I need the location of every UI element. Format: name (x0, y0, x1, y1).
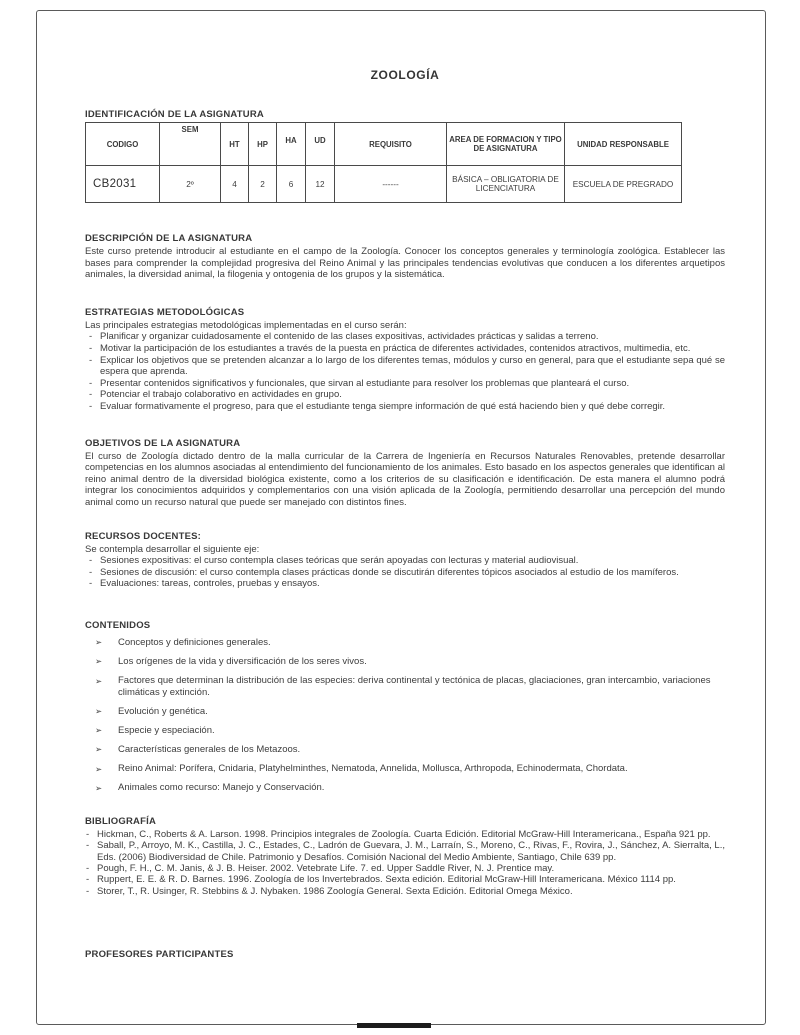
estrategias-list (85, 331, 725, 412)
bibliografia-list (85, 829, 725, 897)
list-item: - Saball, P., Arroyo, M. K., Castilla, J. C., Estades, C., Ladrón de Guevara, J. M., Larraín, S., Moreno, C., Rivas, F., Rovira, J., Sánchez, A. Sierralta, L., Eds. (2006) Biodiversidad de Chile. Patrimonio y Desafíos. Comisión Nacional del Medio Ambiente, Santiago, Chile 639 pp. (85, 840, 725, 863)
document-content (85, 0, 725, 962)
section-identificacion (85, 109, 725, 203)
cell-codigo: CB2031 (86, 166, 160, 203)
cell-sem: 2º (160, 166, 221, 203)
header-cell-hp: HP (249, 123, 277, 166)
list-item: - Evaluaciones: tareas, controles, pruebas y ensayos. (85, 578, 725, 590)
header-cell-requisito: REQUISITO (335, 123, 447, 166)
bibliografia-heading: BIBLIOGRAFÍA (85, 815, 157, 827)
list-item: - Motivar la participación de los estudiantes a través de la puesta en práctica de diferentes actividades, contenidos atractivos, multimedia, etc. (85, 343, 725, 355)
descripcion-body: Este curso pretende introducir al estudiante en el campo de la Zoología. Conocer los conceptos generales y terminología zoológica. Establecer las bases para comprender la complejidad progresiva del Reino Animal y las principales tendencias evolutivas que conducen a los diferentes arquetipos animales, la diversidad animal, la filogenia y ontogenia de los grupos y la sistemática. (85, 246, 725, 281)
header-cell-unidad-responsable: UNIDAD RESPONSABLE (565, 123, 682, 166)
list-item: - Evaluar formativamente el progreso, para que el estudiante tenga siempre información de qué está haciendo bien y qué debe corregir. (85, 401, 725, 413)
objetivos-body: El curso de Zoología dictado dentro de la malla curricular de la Carrera de Ingeniería en Recursos Naturales Renovables, pretende desarrollar competencias en los alumnos asociadas al entendimiento del funcionamiento de los animales. Esto basado en los aspectos generales que identifican al reino animal dentro de la diversidad biológica existente, como a los criterios de su clasificación e identificación. De esta manera el alumno podrá integrar los conocimientos adquiridos y complementarios con una visión aplicada de la Zoología, permitiendo desarrollar una percepción del mundo animal como un recurso natural que puede ser manejado con distintos fines. (85, 450, 725, 508)
objetivos-heading: OBJETIVOS DE LA ASIGNATURA (85, 437, 241, 449)
recursos-heading: RECURSOS DOCENTES: (85, 530, 202, 542)
cell-ht: 4 (221, 166, 249, 203)
list-item: - Potenciar el trabajo colaborativo en actividades en grupo. (85, 389, 725, 401)
recursos-intro: Se contempla desarrollar el siguiente eje: (85, 543, 260, 555)
cell-ud: 12 (306, 166, 335, 203)
section-recursos (85, 531, 725, 590)
header-cell-sem: SEM (160, 123, 221, 166)
list-item: - Sesiones de discusión: el curso contempla clases prácticas donde se discutirán diferentes tópicos asociados al estudio de los mamíferos. (85, 567, 725, 579)
contenidos-list (85, 637, 725, 794)
section-bibliografia (85, 816, 725, 897)
header-cell-ud: UD (306, 123, 335, 166)
section-objetivos (85, 438, 725, 509)
list-item: - Explicar los objetivos que se pretenden alcanzar a lo largo de los diferentes temas, módulos y curso en general, para que el estudiante sepa qué se espera que aprenda. (85, 355, 725, 378)
descripcion-heading: DESCRIPCIÓN DE LA ASIGNATURA (85, 233, 253, 244)
cell-area-formacion: BÁSICA – OBLIGATORIA DE LICENCIATURA (447, 166, 565, 203)
cell-unidad-responsable: ESCUELA DE PREGRADO (565, 166, 682, 203)
list-item: ➢ Factores que determinan la distribución de las especies: deriva continental y tectónica de placas, glaciaciones, gran intercambio, variaciones climáticas y extinción. (85, 675, 725, 698)
page-title: ZOOLOGÍA (370, 68, 440, 82)
list-item: ➢ Animales como recurso: Manejo y Conservación. (85, 782, 725, 794)
table-row (86, 166, 682, 203)
list-item: ➢ Los orígenes de la vida y diversificación de los seres vivos. (85, 656, 725, 668)
cell-hp: 2 (249, 166, 277, 203)
bottom-bar-decoration (357, 1023, 431, 1028)
section-profesores (85, 949, 725, 960)
section-estrategias (85, 307, 725, 413)
list-item: ➢ Características generales de los Metazoos. (85, 744, 725, 756)
list-item: - Pough, F. H., C. M. Janis, & J. B. Heiser. 2002. Vetebrate Life. 7. ed. Upper Saddle River, N. J. Prentice may. (85, 863, 725, 874)
estrategias-heading: ESTRATEGIAS METODOLÓGICAS (85, 306, 245, 318)
cell-requisito: ------ (335, 166, 447, 203)
header-cell-ht: HT (221, 123, 249, 166)
list-item: - Planificar y organizar cuidadosamente el contenido de las clases expositivas, actividades prácticas y salidas a terreno. (85, 331, 725, 343)
course-id-table (85, 122, 682, 203)
header-cell-codigo: CODIGO (86, 123, 160, 166)
table-header-row (86, 123, 682, 166)
list-item: - Sesiones expositivas: el curso contempla clases teóricas que serán apoyadas con lecturas y material audiovisual. (85, 555, 725, 567)
header-cell-ha: HA (277, 123, 306, 166)
contenidos-heading: CONTENIDOS (85, 619, 151, 631)
list-item: - Ruppert, E. E. & R. D. Barnes. 1996. Zoología de los Invertebrados. Sexta edición. Editorial McGraw-Hill Interamericana. México 1114 pp. (85, 874, 725, 885)
header-cell-area-formacion: AREA DE FORMACION Y TIPO DE ASIGNATURA (447, 123, 565, 166)
profesores-heading: PROFESORES PARTICIPANTES (85, 949, 234, 961)
cell-ha: 6 (277, 166, 306, 203)
list-item: ➢ Especie y especiación. (85, 725, 725, 737)
recursos-list (85, 555, 725, 590)
list-item: ➢ Reino Animal: Porífera, Cnidaria, Platyhelminthes, Nematoda, Annelida, Mollusca, Arthropoda, Echinodermata, Chordata. (85, 763, 725, 775)
list-item: - Hickman, C., Roberts & A. Larson. 1998. Principios integrales de Zoología. Cuarta Edición. Editorial McGraw-Hill Interamericana., España 921 pp. (85, 829, 725, 840)
list-item: - Storer, T., R. Usinger, R. Stebbins & J. Nybaken. 1986 Zoología General. Sexta Edición. Editorial Omega México. (85, 886, 725, 897)
list-item: - Presentar contenidos significativos y funcionales, que sirvan al estudiante para resolver los problemas que planteará el curso. (85, 378, 725, 390)
list-item: ➢ Evolución y genética. (85, 706, 725, 718)
estrategias-intro: Las principales estrategias metodológicas implementadas en el curso serán: (85, 319, 407, 331)
section-contenidos (85, 620, 725, 794)
section-descripcion (85, 233, 725, 281)
identificacion-heading: IDENTIFICACIÓN DE LA ASIGNATURA (85, 109, 264, 120)
list-item: ➢ Conceptos y definiciones generales. (85, 637, 725, 649)
